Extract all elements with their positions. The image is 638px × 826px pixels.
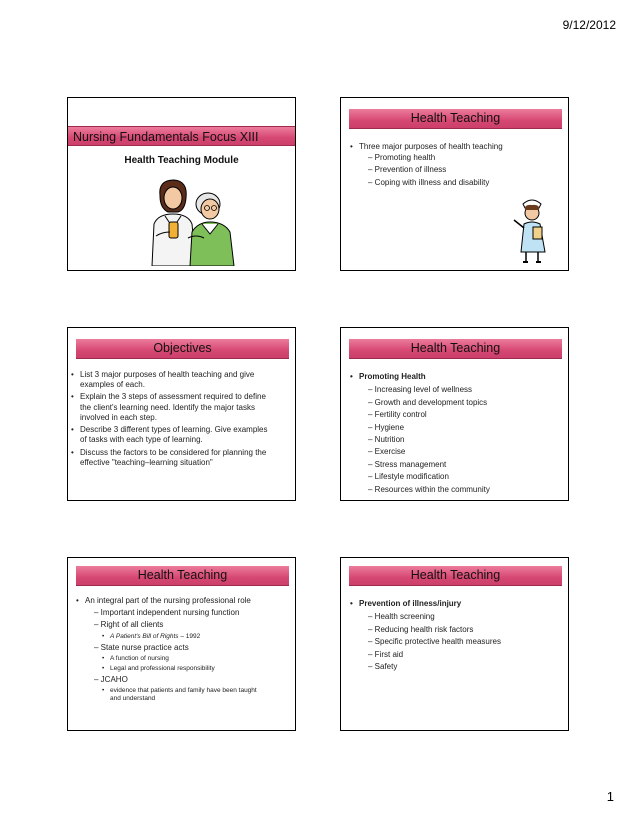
bill-of-rights-year: – 1992 [178,632,201,640]
list-item: – Fertility control [368,410,427,420]
list-item: – Specific protective health measures [368,637,501,647]
list-item: • Explain the 3 steps of assessment required to define the client's learning need. Identify the major tasks involved in each step. [71,392,276,423]
list-item: – Promoting health [368,153,436,163]
slide-5-bullet: • An integral part of the nursing professional role [76,596,288,606]
slide-2-body [350,142,562,190]
slide-2 [340,97,569,271]
list-item: – Increasing level of wellness [368,385,473,395]
list-item: • List 3 major purposes of health teaching and give examples of each. [71,370,276,390]
nurse-and-elderly-patient-clipart [138,176,248,266]
list-item: – Important independent nursing function [94,608,240,618]
list-item: • Describe 3 different types of learning. Give examples of tasks with each type of learning. [71,425,276,445]
slide-3-header: Objectives [76,339,289,359]
slide-5 [67,557,296,731]
slide-6 [340,557,569,731]
list-item: – Exercise [368,447,406,457]
slide-4 [340,327,569,501]
slide-2-header: Health Teaching [349,109,562,129]
list-item: – Nutrition [368,434,405,444]
slide-2-bullet: • Three major purposes of health teaching [350,142,562,152]
slide-4-bullet: • Promoting Health [350,371,562,383]
nurse-with-clipboard-clipart [511,194,553,266]
slide-5-header: Health Teaching [76,566,289,586]
slide-3-body [71,370,276,469]
slide-4-header: Health Teaching [349,339,562,359]
slide-1-title: Nursing Fundamentals Focus XIII [68,126,295,146]
slide-4-body [350,371,562,496]
list-item: – Health screening [368,612,435,622]
list-item: – Prevention of illness [368,165,447,175]
list-item: • Legal and professional responsibility [76,665,288,673]
list-item: – First aid [368,649,404,659]
slide-5-body [76,596,288,705]
list-item: – Stress management [368,459,447,469]
slide-6-header: Health Teaching [349,566,562,586]
list-item: – State nurse practice acts [94,643,189,653]
list-item: • A function of nursing [76,655,288,663]
slide-1 [67,97,296,271]
slide-6-body [350,598,562,673]
slide-1-subtitle: Health Teaching Module [124,155,239,166]
bill-of-rights-title: A Patient's Bill of Rights [110,632,179,640]
list-item: – Right of all clients [94,620,164,630]
page-number: 1 [606,789,614,804]
list-item: – Resources within the community [368,484,490,494]
list-item: – JCAHO [94,674,128,684]
list-item: – Coping with illness and disability [368,177,490,187]
list-item [76,633,288,641]
list-item: – Safety [368,661,398,671]
list-item: • Discuss the factors to be considered for planning the effective "teaching–learning situation" [71,448,276,468]
page-date: 9/12/2012 [562,18,616,32]
list-item: – Growth and development topics [368,397,488,407]
list-item: • evidence that patients and family have been taught and understand [76,687,288,704]
slide-6-bullet: • Prevention of illness/injury [350,598,562,610]
list-item: – Hygiene [368,422,405,432]
list-item: – Reducing health risk factors [368,624,474,634]
list-item: – Lifestyle modification [368,472,449,482]
slide-3 [67,327,296,501]
